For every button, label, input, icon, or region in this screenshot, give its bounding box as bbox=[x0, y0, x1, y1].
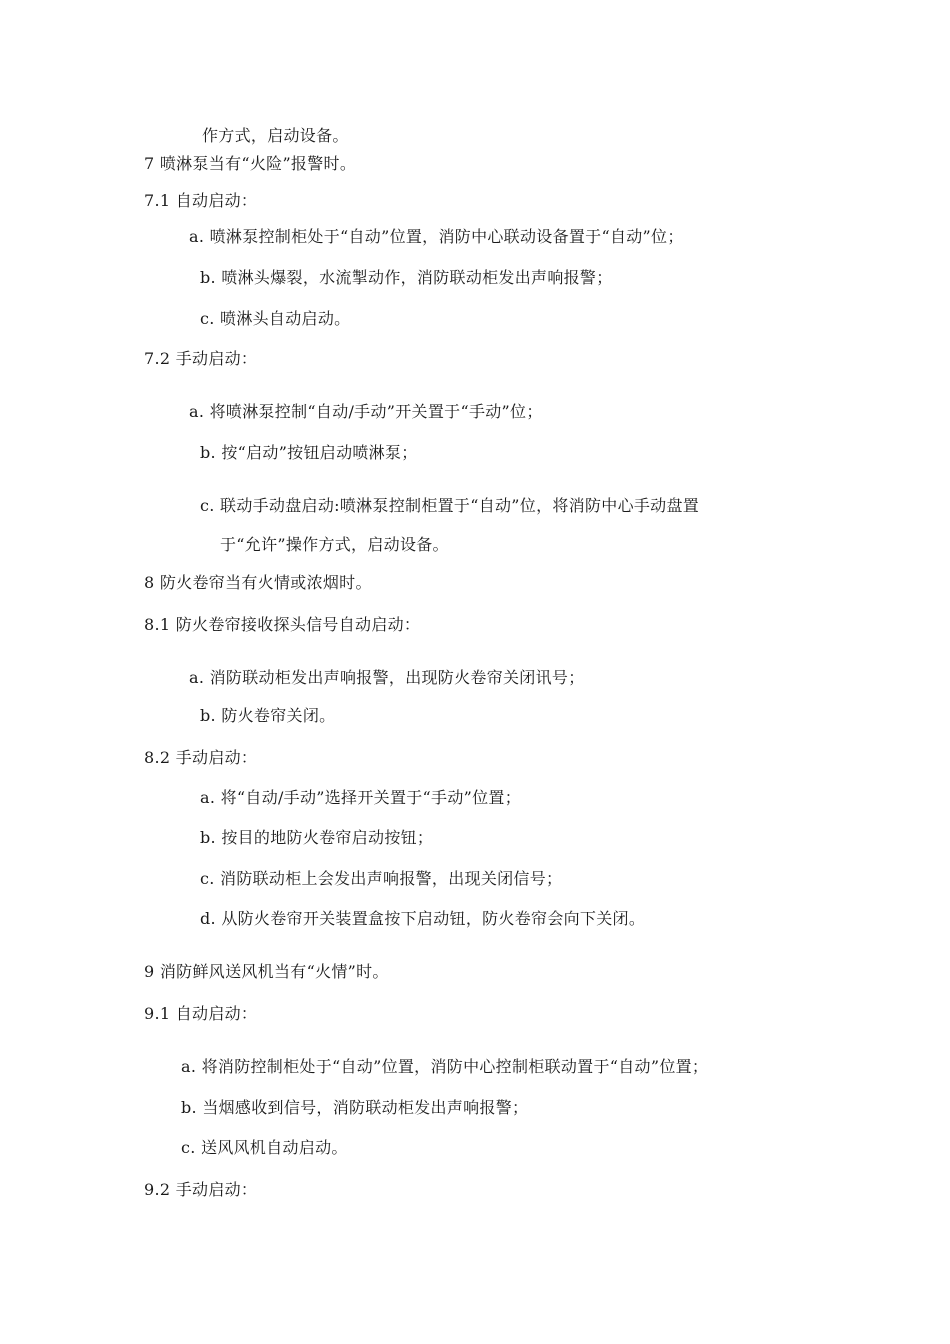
list-item: b. 按目的地防火卷帘启动按钮； bbox=[200, 828, 434, 847]
list-item: b. 喷淋头爆裂，水流掣动作，消防联动柜发出声响报警； bbox=[200, 268, 613, 287]
list-item: a. 将喷淋泵控制“自动/手动”开关置于“手动”位； bbox=[189, 402, 543, 421]
subsection-heading: 7.2 手动启动： bbox=[144, 349, 258, 368]
section-heading: 8 防火卷帘当有火情或浓烟时。 bbox=[144, 573, 372, 592]
list-item: b. 防火卷帘关闭。 bbox=[200, 706, 336, 725]
list-item: c. 消防联动柜上会发出声响报警，出现关闭信号； bbox=[200, 869, 563, 888]
subsection-heading: 8.1 防火卷帘接收探头信号自动启动： bbox=[144, 615, 421, 634]
subsection-heading: 9.2 手动启动： bbox=[144, 1180, 258, 1199]
section-heading: 7 喷淋泵当有“火险”报警时。 bbox=[144, 154, 357, 173]
subsection-heading: 9.1 自动启动： bbox=[144, 1004, 258, 1023]
list-item: a. 将消防控制柜处于“自动”位置，消防中心控制柜联动置于“自动”位置； bbox=[181, 1057, 709, 1076]
list-item: b. 当烟感收到信号，消防联动柜发出声响报警； bbox=[181, 1098, 529, 1117]
subsection-heading: 7.1 自动启动： bbox=[144, 191, 258, 210]
list-item: a. 将“自动/手动”选择开关置于“手动”位置； bbox=[200, 788, 522, 807]
section-heading: 9 消防鲜风送风机当有“火情”时。 bbox=[144, 962, 389, 981]
list-item: b. 按“启动”按钮启动喷淋泵； bbox=[200, 443, 418, 462]
list-item-continuation: 于“允许”操作方式，启动设备。 bbox=[220, 535, 449, 554]
list-item: c. 联动手动盘启动:喷淋泵控制柜置于“自动”位，将消防中心手动盘置 bbox=[200, 496, 700, 515]
subsection-heading: 8.2 手动启动： bbox=[144, 748, 258, 767]
list-item: a. 喷淋泵控制柜处于“自动”位置，消防中心联动设备置于“自动”位； bbox=[189, 227, 684, 246]
list-item: d. 从防火卷帘开关装置盒按下启动钮，防火卷帘会向下关闭。 bbox=[200, 909, 646, 928]
text-line: 作方式，启动设备。 bbox=[202, 126, 349, 145]
list-item: c. 送风风机自动启动。 bbox=[181, 1138, 348, 1157]
list-item: a. 消防联动柜发出声响报警，出现防火卷帘关闭讯号； bbox=[189, 668, 585, 687]
list-item: c. 喷淋头自动启动。 bbox=[200, 309, 351, 328]
